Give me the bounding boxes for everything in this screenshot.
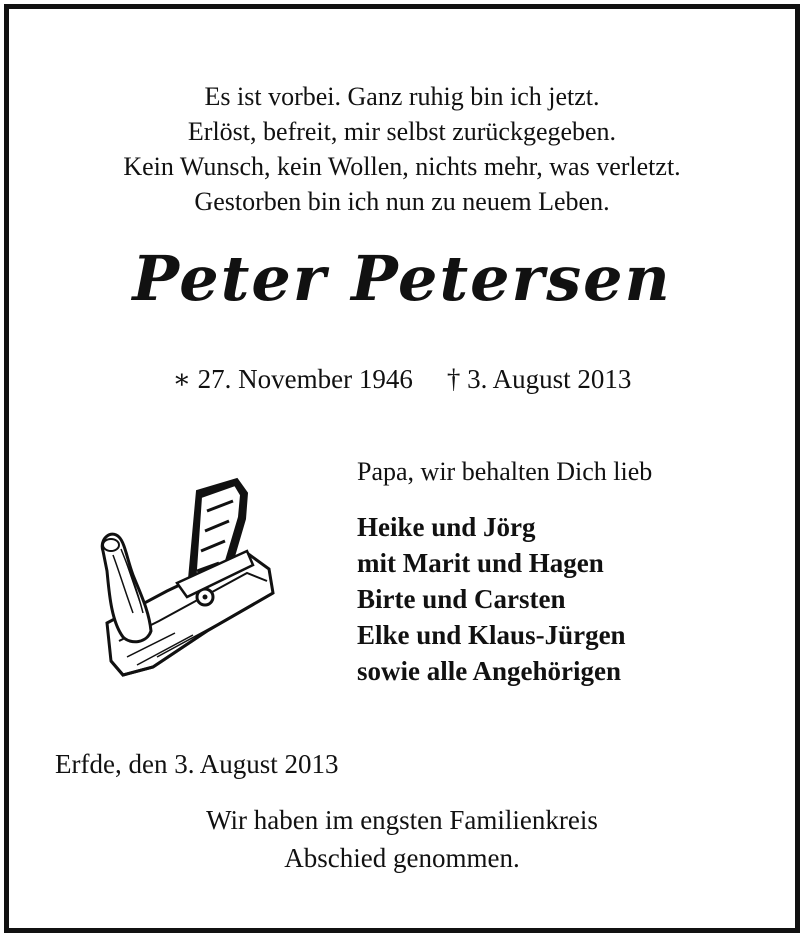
hand-plane-icon [97, 471, 277, 689]
family-member: Heike und Jörg [357, 512, 536, 542]
closing-line: Wir haben im engsten Familienkreis [206, 805, 598, 835]
deceased-name: Peter Petersen [132, 242, 672, 315]
place-and-date: Erfde, den 3. August 2013 [55, 749, 339, 779]
closing-note [9, 801, 795, 877]
family-member: mit Marit und Hagen [357, 548, 604, 578]
death-date: † 3. August 2013 [446, 364, 632, 394]
message: Papa, wir behalten Dich lieb [357, 457, 653, 486]
closing-line: Abschied genommen. [284, 843, 520, 873]
poem-line: Kein Wunsch, kein Wollen, nichts mehr, was verletzt. [123, 152, 681, 181]
family-member: Elke und Klaus-Jürgen [357, 620, 626, 650]
family-member: Birte und Carsten [357, 584, 566, 614]
poem-line: Erlöst, befreit, mir selbst zurückgegeben. [187, 117, 617, 146]
poem-line: Es ist vorbei. Ganz ruhig bin ich jetzt. [204, 82, 600, 111]
obituary-notice [4, 4, 800, 933]
life-dates [9, 361, 795, 397]
family-list [357, 509, 626, 689]
family-member: sowie alle Angehörigen [357, 656, 621, 686]
birth-date: ∗ 27. November 1946 [172, 364, 413, 394]
poem [9, 79, 795, 219]
poem-line: Gestorben bin ich nun zu neuem Leben. [194, 187, 610, 216]
